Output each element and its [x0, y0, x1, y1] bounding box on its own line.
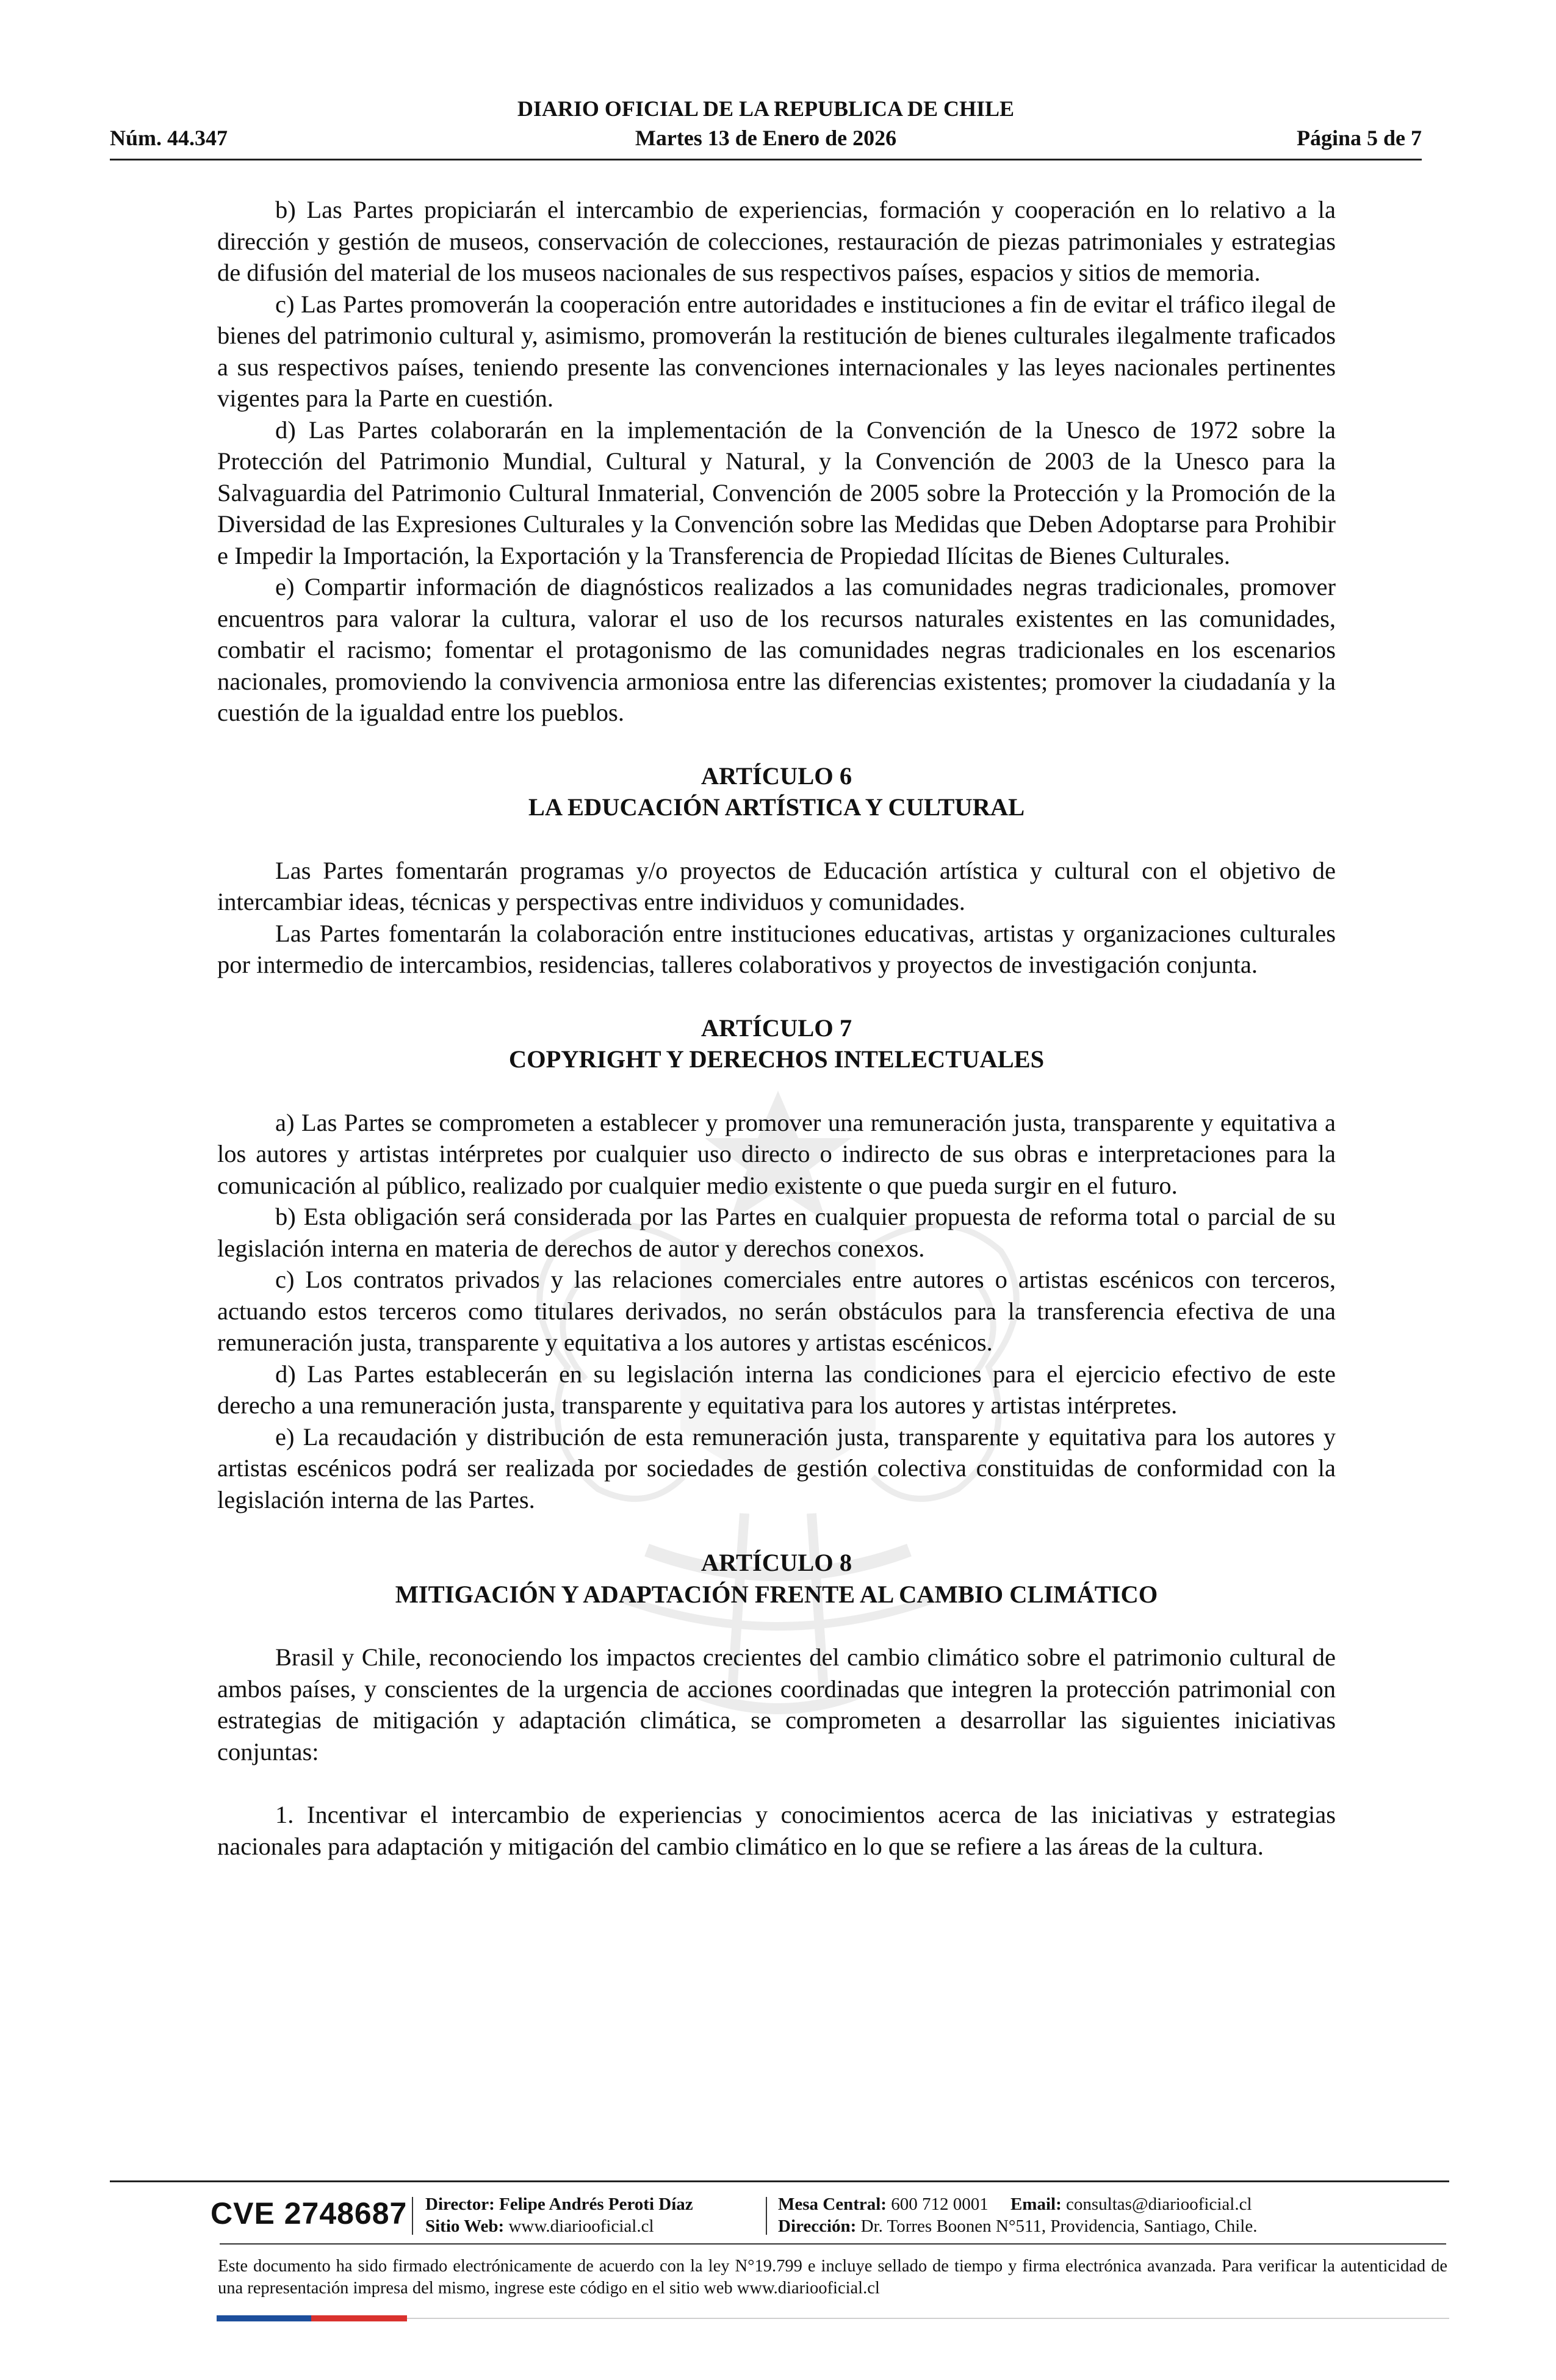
email-link[interactable]: consultas@diariooficial.cl	[1066, 2194, 1252, 2214]
article-8-number: ARTÍCULO 8	[701, 1549, 852, 1576]
address-label: Dirección:	[778, 2216, 857, 2236]
director-label: Director:	[425, 2194, 495, 2214]
site-link[interactable]: www.diariooficial.cl	[508, 2216, 654, 2236]
issue-number: Núm. 44.347	[110, 126, 228, 150]
page-header	[110, 92, 1422, 160]
paragraph-b: b) Las Partes propiciarán el intercambio de experiencias, formación y cooperación en lo relativo a la dirección y gestión de museos, conservación de colecciones, restauración de piezas patrimoniales y estrategias de difusión del material de los museos nacionales de sus respectivos países, espacios y sitios de memoria.	[217, 196, 1336, 286]
site-label: Sitio Web:	[425, 2216, 505, 2236]
address-value: Dr. Torres Boonen N°511, Providencia, Santiago, Chile.	[860, 2216, 1258, 2236]
footer-info	[110, 2182, 1449, 2243]
publication-title: DIARIO OFICIAL DE LA REPUBLICA DE CHILE	[517, 96, 1015, 121]
footer-contact-column	[778, 2193, 1257, 2237]
article-6-heading	[217, 760, 1336, 823]
article-7-title: COPYRIGHT Y DERECHOS INTELECTUALES	[508, 1045, 1045, 1073]
flag-color-bar	[217, 2315, 407, 2321]
article-7-paragraph: c) Los contratos privados y las relaciones comerciales entre autores o artistas escénicos con terceros, actuando estos terceros como titulares derivados, no serán obstáculos para la transferencia efectiva de una remuneración justa, transparente y equitativa a los autores y artistas escénicos.	[217, 1266, 1336, 1356]
email-label: Email:	[1010, 2194, 1062, 2214]
paragraph-e: e) Compartir información de diagnósticos realizados a las comunidades negras tradicionales, promover encuentros para valorar la cultura, valorar el uso de los recursos naturales existentes en las comunidades, combatir el racismo; fomentar el protagonismo de las comunidades negras tradicionales en los escenarios nacionales, promoviendo la convivencia armoniosa entre las diferencias existentes; promover la ciudadanía y la cuestión de la igualdad entre los pueblos.	[217, 573, 1336, 726]
page-number: Página 5 de 7	[1296, 126, 1422, 150]
paragraph-d: d) Las Partes colaborarán en la implementación de la Convención de la Unesco de 1972 sobre la Protección del Patrimonio Mundial, Cultural y Natural, y la Convención de 2003 de la Unesco para la Salvaguardia del Patrimonio Cultural Inmaterial, Convención de 2005 sobre la Protección y la Promoción de la Diversidad de las Expresiones Culturales y la Convención sobre las Medidas que Deben Adoptarse para Prohibir e Impedir la Importación, la Exportación y la Transferencia de Propiedad Ilícitas de Bienes Culturales.	[217, 416, 1336, 569]
footer-mid-rule	[220, 2243, 1446, 2245]
publication-date: Martes 13 de Enero de 2026	[635, 126, 897, 150]
page-footer	[110, 2180, 1449, 2299]
article-7-paragraph: b) Esta obligación será considerada por las Partes en cualquier propuesta de reforma total o parcial de su legislación interna en materia de derechos de autor y derechos conexos.	[217, 1203, 1336, 1262]
footer-divider	[412, 2197, 413, 2235]
cve-code: CVE 2748687	[211, 2196, 408, 2230]
header-center	[110, 94, 1422, 153]
article-8-heading	[217, 1547, 1336, 1610]
paragraph-c: c) Las Partes promoverán la cooperación entre autoridades e instituciones a fin de evitar el tráfico ilegal de bienes del patrimonio cultural y, asimismo, promoverán la restitución de bienes culturales ilegalmente traficados a sus respectivos países, teniendo presente las convenciones internacionales y las leyes nacionales pertinentes vigentes para la Parte en cuestión.	[217, 290, 1336, 412]
article-6-paragraph: Las Partes fomentarán programas y/o proyectos de Educación artística y cultural con el objetivo de intercambiar ideas, técnicas y perspectivas entre individuos y comunidades.	[217, 856, 1336, 915]
article-7-paragraph: e) La recaudación y distribución de esta remuneración justa, transparente y equitativa para los autores y artistas escénicos podrá ser realizada por sociedades de gestión colectiva constituidas de conformidad con la legislación interna de las Partes.	[217, 1423, 1336, 1513]
article-6-title: LA EDUCACIÓN ARTÍSTICA Y CULTURAL	[528, 793, 1025, 821]
article-6-paragraph: Las Partes fomentarán la colaboración entre instituciones educativas, artistas y organizaciones culturales por intermedio de intercambios, residencias, talleres colaborativos y proyectos de investigación conjunta.	[217, 919, 1336, 978]
article-6-number: ARTÍCULO 6	[701, 762, 852, 790]
article-7-number: ARTÍCULO 7	[701, 1014, 852, 1042]
article-8-item-1: 1. Incentivar el intercambio de experiencias y conocimientos acerca de las iniciativas y estrategias nacionales para adaptación y mitigación del cambio climático en lo que se refiere a las áreas de la cultura.	[217, 1801, 1336, 1860]
footer-divider	[766, 2197, 767, 2235]
article-8-paragraph: Brasil y Chile, reconociendo los impactos crecientes del cambio climático sobre el patrimonio cultural de ambos países, y conscientes de la urgencia de acciones coordinadas que integren la protección patrimonial con estrategias de mitigación y adaptación climática, se comprometen a desarrollar las siguientes iniciativas conjuntas:	[217, 1643, 1336, 1765]
footer-director-column	[425, 2193, 693, 2237]
phone-label: Mesa Central:	[778, 2194, 887, 2214]
director-name: Felipe Andrés Peroti Díaz	[499, 2194, 693, 2214]
phone-value: 600 712 0001	[891, 2194, 989, 2214]
article-8-title: MITIGACIÓN Y ADAPTACIÓN FRENTE AL CAMBIO CLIMÁTICO	[395, 1580, 1158, 1608]
legal-notice: Este documento ha sido firmado electrónicamente de acuerdo con la ley N°19.799 e incluye sellado de tiempo y firma electrónica avanzada. Para verificar la autenticidad de una representación impresa del mismo, ingrese este código en el sitio web www.diariooficial.cl	[218, 2257, 1447, 2298]
article-7-paragraph: a) Las Partes se comprometen a establecer y promover una remuneración justa, transparente y equitativa a los autores y artistas intérpretes por cualquier uso directo o indirecto de sus obras e interpretaciones para la comunicación al público, realizado por cualquier medio existente o que pueda surgir en el futuro.	[217, 1108, 1336, 1199]
color-bar-blue	[217, 2315, 311, 2321]
color-bar-red	[311, 2315, 407, 2321]
article-7-heading	[217, 1012, 1336, 1075]
document-body	[217, 194, 1336, 1862]
article-7-paragraph: d) Las Partes establecerán en su legislación interna las condiciones para el ejercicio efectivo de este derecho a una remuneración justa, transparente y equitativa para los autores y artistas intérpretes.	[217, 1360, 1336, 1419]
